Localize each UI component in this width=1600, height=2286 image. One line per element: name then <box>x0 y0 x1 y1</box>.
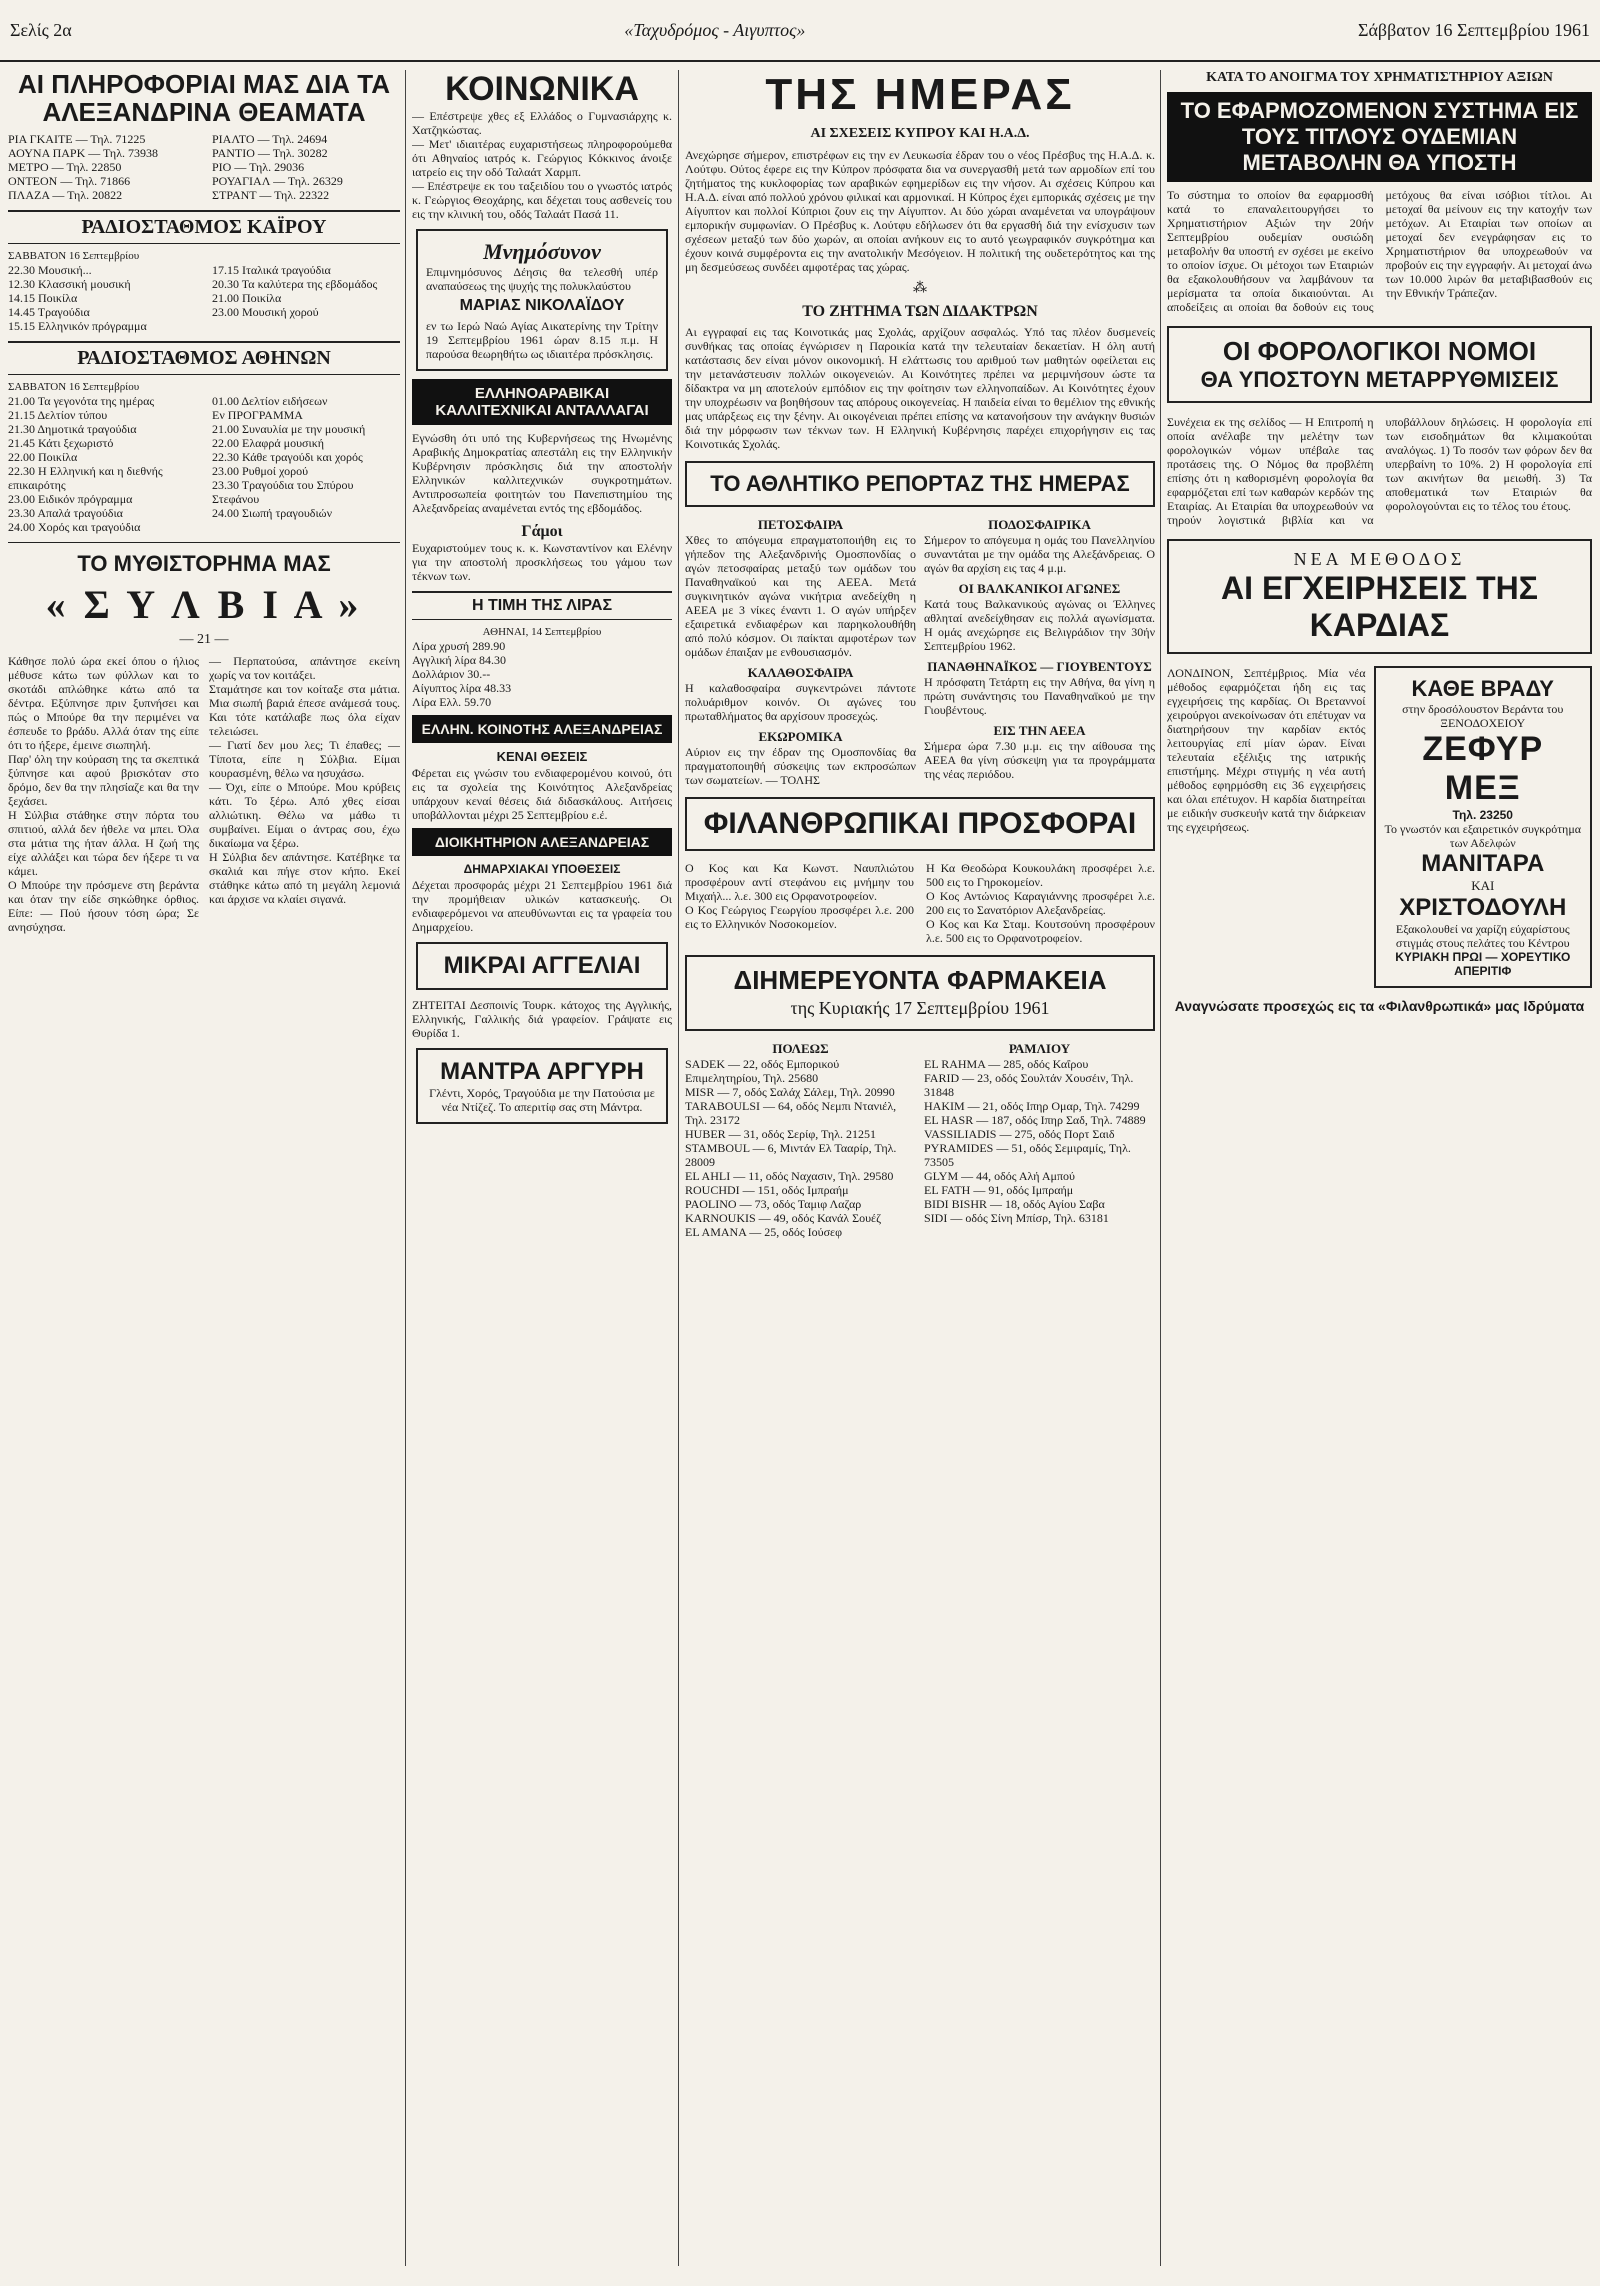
pharmacies-columns <box>685 1041 1155 1239</box>
balkan-heading: ΟΙ ΒΑΛΚΑΝΙΚΟΙ ΑΓΩΝΕΣ <box>958 581 1121 596</box>
novel-title: « Σ Υ Λ Β Ι Α » <box>45 582 363 627</box>
currency-rate: Λίρα Ελλ. 59.70 <box>412 695 492 709</box>
radio-athens-item: 23.00 Ειδικόν πρόγραμμα <box>8 492 133 506</box>
radio-athens-item: 21.30 Δημοτικά τραγούδια <box>8 422 137 436</box>
radio-athens-item: 23.30 Απαλά τραγούδια <box>8 506 123 520</box>
heart-text: ΛΟΝΔΙΝΟΝ, Σεπτέμβριος. Μία νέα μέθοδος εφαρμόζεται ήδη εις τας εγχειρήσεις της καρδίας. Οι Βρεταννοί χειρούργοι ανεκοίνωσαν ότι επέτυχαν να διατηρήσουν την καρδίαν εκτός λειτουργίας επί μίαν ώραν. Είναι τελευταία εξέλιξις της ιατρικής επιστήμης. Μέχρι στιγμής η νέα αυτή μέθοδος εφηρμόσθη εις 36 εγχειρήσεις και όλαι επέτυχον. Η καρδία διατηρείται με ειδικήν συσκευήν κατά την διάρκειαν της εγχειρήσεως. <box>1167 666 1366 834</box>
tax-text: Συνέχεια εκ της σελίδος — Η Επιτροπή η οποία ανέλαβε την μελέτην των φορολογικών νόμων υπέβαλε τας προτάσεις της. Ο Νόμος θα προβλέπη επίσης ότι η καθορισμένη φορολογία θα εφαρμόζεται επί των καθαρών κερδών της Εταιρίας. Αι Εταιρίαι θα υποχρεωθούν να τηρούν λογιστικά βιβλία και να υποβάλλουν δηλώσεις. Η φορολογία επί των εισοδημάτων θα κλιμακούται αναλόγως. 1) Το ποσόν των φόρων δεν θα υπερβαίνη το 10%. 2) Η φορολογία επί των ακινήτων θα μειωθή. 3) Τα αποθεματικά των Εταιριών θα φορολογούνται εις το τέλος του έτους. <box>1167 415 1592 527</box>
novel-paragraph: — Περπατούσα, απάντησε εκείνη χωρίς να τον κοιτάξει. <box>209 654 400 682</box>
theaters-list <box>8 132 400 202</box>
pharmacies-box <box>685 955 1155 1031</box>
radio-athens-item: 23.30 Τραγούδια του Σπύρου Στεφάνου <box>212 478 354 506</box>
masthead <box>0 0 1600 62</box>
football-text: Σήμερον το απόγευμα η ομάς του Πανελληνίου συναντάται με την ομάδα της Αλεξάνδρειας. Ο αγών θα αρχίση εις τας 4 μ.μ. <box>924 533 1155 575</box>
pharmacies-ramleh-list <box>924 1057 1155 1225</box>
pharmacies-heading: ΔΙΗΜΕΡΕΥΟΝΤΑ ΦΑΡΜΑΚΕΙΑ <box>733 965 1107 995</box>
theater-item: ΡΙΑ ΓΚΑΙΤΕ — Τηλ. 71225 <box>8 132 146 146</box>
sports-box <box>685 461 1155 507</box>
heart-heading: ΑΙ ΕΓΧΕΙΡΗΣΕΙΣ ΤΗΣ ΚΑΡΔΙΑΣ <box>1221 570 1538 643</box>
radio-cairo-item: 15.15 Ελληνικόν πρόγραμμα <box>8 319 147 333</box>
misc-text: Αύριον εις την έδραν της Ομοσπονδίας θα πραγματοποιηθή σύσκεψις των εκπροσώπων των σωματείων. — ΤΟΛΗΣ <box>685 745 916 787</box>
sports-columns <box>685 517 1155 787</box>
social-news <box>412 109 672 221</box>
radio-cairo-item: 17.15 Ιταλικά τραγούδια <box>212 263 331 277</box>
cultural-exchange-heading: ΕΛΛΗΝΟΑΡΑΒΙΚΑΙ ΚΑΛΛΙΤΕΧΝΙΚΑΙ ΑΝΤΑΛΛΑΓΑΙ <box>412 379 672 425</box>
novel-paragraph: — Γιατί δεν μου λες; Τι έπαθες; — Τίποτα, είπε η Σύλβια. Είμαι κουρασμένη, θέλω να ησυχάσω. <box>209 738 400 780</box>
balkan-text: Κατά τους Βαλκανικούς αγώνας οι Έλληνες αθληταί ανεδείχθησαν εις πολλά αγωνίσματα. Η ομάς ανεχώρησε εις Βελιγράδιον την 30ήν Σεπτεμβρίου 1962. <box>924 597 1155 653</box>
administration-subheading: ΔΗΜΑΡΧΙΑΚΑΙ ΥΠΟΘΕΣΕΙΣ <box>463 862 621 876</box>
heart-subheading: ΝΕΑ ΜΕΘΟΔΟΣ <box>1293 549 1466 569</box>
pharmacy-item: MISR — 7, οδός Σαλάχ Σάλεμ, Τηλ. 20990 <box>685 1085 895 1099</box>
pharmacy-item: TARABOULSI — 64, οδός Νεμπι Ντανιέλ, Τηλ. 23172 <box>685 1099 897 1127</box>
weddings-heading: Γάμοι <box>521 523 563 540</box>
ad-band2: ΧΡΙΣΤΟΔΟΥΛΗ <box>1399 894 1567 921</box>
newspaper-title: «Ταχυδρόμος - Αιγυπτος» <box>624 19 806 40</box>
currency-date: ΑΘΗΝΑΙ, 14 Σεπτεμβρίου <box>482 626 602 638</box>
mandra-ad <box>416 1048 668 1124</box>
ad-band1: ΜΑΝΙΤΑΡΑ <box>1421 850 1545 877</box>
radio-athens-item: 21.00 Τα γεγονότα της ημέρας <box>8 394 155 408</box>
pharmacy-item: STAMBOUL — 6, Μιντάν Ελ Τααρίρ, Τηλ. 28009 <box>685 1141 897 1169</box>
aeea-text: Σήμερα ώρα 7.30 μ.μ. εις την αίθουσα της ΑΕΕΑ θα γίνη σύσκεψη για τα προγράμματα της νέας περιόδου. <box>924 739 1155 781</box>
tax-subheading: ΘΑ ΥΠΟΣΤΟΥΝ ΜΕΤΑΡΡΥΘΜΙΣΕΙΣ <box>1200 367 1559 392</box>
radio-athens-item: 21.00 Συναυλία με την μουσική <box>212 422 366 436</box>
radio-cairo-list <box>8 263 400 333</box>
radio-athens-item: 22.00 Ελαφρά μουσική <box>212 436 325 450</box>
novel-paragraph: Παρ' όλη την κούραση της τα σκεπτικά ξύπνησε και αφού βρισκόταν στο δρόμο, δεν θα την πλησίαζε και θα την ξεχάσει. <box>8 752 199 808</box>
novel-paragraph: — Όχι, είπε ο Μπούρε. Μου κρύβεις κάτι. Το ξέρω. Από χθες είσαι αλλιώτικη. Θέλω να μάθω τι συμβαίνει. Είμαι ο άντρας σου, έχω δικαίωμα να ξέρω. <box>209 780 400 850</box>
cultural-exchange-text: Εγνώσθη ότι υπό της Κυβερνήσεως της Ηνωμένης Αραβικής Δημοκρατίας απεστάλη εις την Ελληνικήν Κυβέρνησιν πρόσκλησις διά την αποστολήν Ελληνικών καλλιτεχνικών συγκροτημάτων. Αντιπροσωπεία φοιτητών του Πανεπιστημίου της Αλεξανδρείας αναμένεται εντός της εβδομάδος. <box>412 431 672 515</box>
misc-heading: ΕΚΩΡΟΜΙΚΑ <box>758 729 843 744</box>
novel-heading: ΤΟ ΜΥΘΙΣΤΟΡΗΜΑ ΜΑΣ <box>77 551 331 576</box>
radio-cairo-item: 21.00 Ποικίλα <box>212 291 282 305</box>
social-heading: ΚΟΙΝΩΝΙΚΑ <box>445 70 639 108</box>
pharmacy-item: FARID — 23, οδός Σουλτάν Χουσέιν, Τηλ. 31848 <box>924 1071 1134 1099</box>
theater-item: ΠΛΑΖΑ — Τηλ. 20822 <box>8 188 123 202</box>
radio-cairo-item: 14.45 Τραγούδια <box>8 305 90 319</box>
radio-cairo-item: 12.30 Κλασσική μουσική <box>8 277 131 291</box>
radio-athens-date: ΣΑΒΒΑΤΟΝ 16 Σεπτεμβρίου <box>8 381 140 393</box>
theater-item: ΡΙΑΛΤΟ — Τηλ. 24694 <box>212 132 328 146</box>
ad-and: ΚΑΙ <box>1471 878 1495 893</box>
radio-athens-item: 23.00 Ρυθμοί χορού <box>212 464 309 478</box>
stock-preheading: ΚΑΤΑ ΤΟ ΑΝΟΙΓΜΑ ΤΟΥ ΧΡΗΜΑΤΙΣΤΗΡΙΟΥ ΑΞΙΩΝ <box>1206 70 1553 85</box>
basketball-heading: ΚΑΛΑΘΟΣΦΑΙΡΑ <box>747 665 854 680</box>
theater-item: ΟΝΤΕΟΝ — Τηλ. 71866 <box>8 174 131 188</box>
theater-item: ΜΕΤΡΟ — Τηλ. 22850 <box>8 160 122 174</box>
charity-item: Η Κα Θεοδώρα Κουκουλάκη προσφέρει λ.ε. 500 εις το Γηροκομείον. <box>926 861 1155 889</box>
radio-athens-item: 21.15 Δελτίον τύπου <box>8 408 108 422</box>
column-2 <box>412 70 672 2266</box>
aeea-heading: ΕΙΣ ΤΗΝ ΑΕΕΑ <box>993 723 1086 738</box>
novel-paragraph: Σταμάτησε και τον κοίταξε στα μάτια. Μια σιωπή βαριά έπεσε ανάμεσά τους. Και τότε κατάλαβε πως όλα είχαν τελειώσει. <box>209 682 400 738</box>
charity-item: Ο Κος και Κα Σταμ. Κουτσούνη προσφέρουν λ.ε. 500 εις το Ορφανοτροφείον. <box>926 917 1155 945</box>
mandra-text: Γλέντι, Χορός, Τραγούδια με την Πατούσια με νέα Ντίζεζ. Το απεριτίφ σας στη Μάντρα. <box>429 1086 655 1114</box>
pharmacy-item: EL RAHMA — 285, οδός Καΐρου <box>924 1057 1089 1071</box>
ad-name: ΖΕΦΥΡ ΜΕΞ <box>1422 730 1544 807</box>
pharmacies-date: της Κυριακής 17 Σεπτεμβρίου 1961 <box>790 998 1050 1018</box>
pharmacy-item: EL FATH — 91, οδός Ιμπραήμ <box>924 1183 1074 1197</box>
memorial-name: ΜΑΡΙΑΣ ΝΙΚΟΛΑΪΔΟΥ <box>459 297 625 314</box>
community-subheading: ΚΕΝΑΙ ΘΕΣΕΙΣ <box>496 749 588 764</box>
charity-item: Ο Κος Αντώνιος Καραγιάννης προσφέρει λ.ε. 200 εις το Σανατόριον Αλεξανδρείας. <box>926 889 1155 917</box>
pharmacy-item: HAKIM — 21, οδός Ιπηρ Ομαρ, Τηλ. 74299 <box>924 1099 1140 1113</box>
tuition-text: Αι εγγραφαί εις τας Κοινοτικάς μας Σχολάς, αρχίζουν ασφαλώς. Υπό τας πλέον δυσμενείς συνθήκας τας οποίας έγνώρισεν η Παροικία κατά την τελευταίαν δεκαετίαν. Η όλη αυτή κατάστασις δεν είναι μόνον οικονομική. Η ελάττωσις του αριθμού των μαθητών οφείλεται εις την μετανάστευσιν πολλών οικογενειών. Αι Κοινότητες πρέπει να μεριμνήσουν ώστε τα δίδακτρα να μη αποτελούν εμπόδιον εις την φοίτησιν των ελληνοπαίδων. Αι Κοινότητες έχουν την υποχρέωσιν να βοηθήσουν τας απόρους οικογενείας. Η παιδεία είναι το θεμέλιον της εθνικής μας υπάρξεως εις την ξένην. Αι οικογένειαι πρέπει επίσης να κατανοήσουν την ανάγκην θυσιών διά την μόρφωσιν των τέκνων των. Η Ελληνική Κυβέρνησις παρέχει επιχορήγησιν εις τας Κοινοτικάς Σχολάς. <box>685 325 1155 451</box>
currency-rate: Αίγυπτος λίρα 48.33 <box>412 681 512 695</box>
ad-bottom: ΚΥΡΙΑΚΗ ΠΡΩΙ — ΧΟΡΕΥΤΙΚΟ ΑΠΕΡΙΤΙΦ <box>1395 950 1571 978</box>
day-heading: ΤΗΣ ΗΜΕΡΑΣ <box>765 70 1075 119</box>
currency-heading: Η ΤΙΜΗ ΤΗΣ ΛΙΡΑΣ <box>412 591 672 620</box>
footer-note: Αναγνώσατε προσεχώς εις τα «Φιλανθρωπικά» μας Ιδρύματα <box>1174 998 1585 1014</box>
page-number: Σελίς 2α <box>10 19 72 40</box>
cyprus-subheading: ΑΙ ΣΧΕΣΕΙΣ ΚΥΠΡΟΥ ΚΑΙ Η.Α.Δ. <box>810 126 1030 141</box>
theater-item: ΑΟΥΝΑ ΠΑΡΚ — Τηλ. 73938 <box>8 146 159 160</box>
radio-athens-item: 01.00 Δελτίον ειδήσεων <box>212 394 328 408</box>
currency-rate: Δολλάριον 30.-- <box>412 667 491 681</box>
social-item: — Μετ' ιδιαιτέρας ευχαριστήσεως πληροφορούμεθα ότι Αθηναίος ιατρός κ. Γεώργιος Κόκκινος άνοιξε ιατρείο εις την οδό Ταλαάτ Χαρμπ. <box>412 137 672 179</box>
column-3: ΤΗΣ ΗΜΕΡΑΣ ΑΙ ΣΧΕΣΕΙΣ ΚΥΠΡΟΥ ΚΑΙ Η.Α.Δ. Ανεχώρησε σήμερον, επιστρέφων εις την εν Λευκωσία έδραν του ο νέος Πρέσβυς της Η.Α.Δ. κ. Λούτφυ. Ούτος έφερε εις την Κύπρον πρόσφατα δια να συνεργασθή μετά των αρμοδίων επί του ζητήματος της κυκλοφορίας των αραβικών εφημερίδων εις την νήσον. Αι σχέσεις Κύπρου και Η.Α.Δ. είναι από πολλού χρόνου φιλικαί και αρμονικαί. Η Κύπρος έχει εμπορικάς σχέσεις με την Αίγυπτον και πολλοί Κύπριοι ζουν εις την Αίγυπτον. Αι δύο χώραι αναμένεται να υπογράψουν εμπορικήν συμφωνίαν. Ο Πρέσβυς κ. Λούτφυ εδήλωσεν ότι θα εργασθή διά την ενίσχυσιν των σχέσεων μεταξύ των δύο χωρών, αι οποίαι ανήκουν εις το αυτό γεωγραφικόν συγκρότημα και έχουν κοινά συμφέροντα εις την ανατολικήν Μεσόγειον. Η πολιτική της ουδετερότητος και της μη δεσμεύσεως συνδέει αμφοτέρας τας χώρας. ⁂ ΤΟ ΖΗΤΗΜΑ ΤΩΝ ΔΙΔΑΚΤΡΩΝ Αι εγγραφαί εις τας Κοινοτικάς μας Σχολάς, αρχίζουν ασφαλώς. Υπό τας πλέον δυσμενείς συνθήκας τας οποίας έγνώρισεν η Παροικία κατά την τελευταίαν δεκαετίαν. Η όλη αυτή κατάστασις δεν είναι μόνον οικονομική. Η ελάττωσις του αριθμού των μαθητών οφείλεται εις την μετανάστευσιν πολλών οικογενειών. Αι Κοινότητες πρέπει να μεριμνήσουν ώστε τα δίδακτρα να μη αποτελούν εμπόδιον εις την φοίτησιν των ελληνοπαίδων. Αι Κοινότητες έχουν την υποχρέωσιν να βοηθήσουν τας απόρους οικογενείας. Η παιδεία είναι το θεμέλιον της εθνικής μας υπάρξεως εις την ξένην. Αι οικογένειαι πρέπει επίσης να κατανοήσουν την ανάγκην θυσιών διά την μόρφωσιν των τέκνων των. Η Ελληνική Κυβέρνησις παρέχει επιχορήγησιν εις τας Κοινοτικάς Σχολάς. ΤΟ ΑΘΛΗΤΙΚΟ ΡΕΠΟΡΤΑΖ ΤΗΣ ΗΜΕΡΑΣ ΠΕΤΟΣΦΑΙΡΑ Χθες το απόγευμα επραγματοποιήθη εις το γήπεδον της Αλεξανδρινής Ομοσπονδίας ο αγών πετοσφαίρας μεταξύ των ομάδων του Παναθηναϊκού και της ΑΕΕΑ. Μετά συγκινητικόν αγώνα νικήτρια ανεδείχθη η ΑΕΕΑ με 3 νίκες έναντι 1. Ο αγών υπήρξεν εξαιρετικά ενδιαφέρων και παρηκολουθήθη από πολύ κόσμον. Οι παίκται αμφοτέρων των ομάδων έπαιξαν με ενθουσιασμόν. ΚΑΛΑΘΟΣΦΑΙΡΑ Η καλαθοσφαίρα συγκεντρώνει πάντοτε πολυάριθμον κοινόν. Οι αγώνες του πρωταθλήματος θα αρχίσουν προσεχώς. ΕΚΩΡΟΜΙΚΑ Αύριον εις την έδραν της Ομοσπονδίας θα πραγματοποιηθή σύσκεψις των εκπροσώπων των σωματείων. — ΤΟΛΗΣ ΠΟΔΟΣΦΑΙΡΙΚΑ Σήμερον το απόγευμα η ομάς του Πανελληνίου συναντάται με την ομάδα της Αλεξάνδρειας. Ο αγών θα αρχίση εις τας 4 μ.μ. ΟΙ ΒΑΛΚΑΝΙΚΟΙ ΑΓΩΝΕΣ Κατά τους Βαλκανικούς αγώνας οι Έλληνες αθληταί ανεδείχθησαν εις πολλά αγωνίσματα. Η ομάς ανεχώρησε εις Βελιγράδιον την 30ήν Σεπτεμβρίου 1962. ΠΑΝΑΘΗΝΑΪΚΟΣ — ΓΙΟΥΒΕΝΤΟΥΣ Η πρόσφατη Τετάρτη εις την Αθήνα, θα γίνη η πρώτη συνάντησις του Παναθηναϊκού με την Γιουβέντους. ΕΙΣ ΤΗΝ ΑΕΕΑ Σήμερα ώρα 7.30 μ.μ. εις την αίθουσα της ΑΕΕΑ θα γίνη σύσκεψη για τα προγράμματα της νέας περιόδου. ΦΙΛΑΝΘΡΩΠΙΚΑΙ ΠΡΟΣΦΟΡΑΙ Ο Κος και Κα Κωνστ. Ναυπλιώτου προσφέρουν αντί στεφάνου εις μνήμην του Μιχαήλ... λ.ε. 300 εις Ορφανοτροφείον. Ο Κος Γεώργιος Γεωργίου προσφέρει λ.ε. 200 εις το Ελληνικόν Νοσοκομείον. Η Κα Θεοδώρα Κουκουλάκη προσφέρει λ.ε. 500 εις το Γηροκομείον. Ο Κος Αντώνιος Καραγιάννης προσφέρει λ.ε. 200 εις το Σανατόριον Αλεξανδρείας. Ο Κος και Κα Σταμ. Κουτσούνη προσφέρουν λ.ε. 500 εις το Ορφανοτροφείον. ΔΙΗΜΕΡΕΥΟΝΤΑ ΦΑΡΜΑΚΕΙΑ της Κυριακής 17 Σεπτεμβρίου 1961 ΠΟΛΕΩΣ SADEK — 22, οδός Εμπορικού Επιμελητηρίου, Τηλ. 25680 MISR — 7, οδός Σαλάχ Σάλεμ, Τηλ. 20990 TARABOULSI — 64, οδός Νεμπι Ντανιέλ, Τηλ. 23172 HUBER — 31, οδός Σερίφ, Τηλ. 21251 STAMBOUL — 6, Μιντάν Ελ Τααρίρ, Τηλ. 28009 EL AHLI — 11, οδός Ναχασιν, Τηλ. 29580 ROUCHDI — 151, οδός Ιμπραήμ PAOLINO — 73, οδός Ταμιφ Λαζαρ KARNOUKIS — 49, οδός Κανάλ Σουέζ EL AMANA — 25, οδός Ιούσεφ ΡΑΜΛΙΟΥ EL RAHMA — 285, οδός Καΐρου FARID — 23, οδός Σουλτάν Χουσέιν, Τηλ. 31848 HAKIM — 21, οδός Ιπηρ Ομαρ, Τηλ. 74299 EL HASR — 187, οδός Ιπηρ Σαδ, Τηλ. 74889 VASSILIADIS — 275, οδός Πορτ Σαιδ PYRAMIDES — 51, οδός Σεμιραμίς, Τηλ. 73505 GLYM — 44, οδός Αλή Αμπού EL FATH — 91, οδός Ιμπραήμ BIDI BISHR — 18, οδός Αγίου Σαβα SIDI — οδός Σίνη Μπίσρ, Τηλ. 63181 <box>685 70 1155 1239</box>
theater-item: ΡΟΥΑΓΙΑΛ — Τηλ. 26329 <box>212 174 343 188</box>
charity-item: Ο Κος και Κα Κωνστ. Ναυπλιώτου προσφέρουν αντί στεφάνου εις μνήμην του Μιχαήλ... λ.ε. 300 εις Ορφανοτροφείον. <box>685 861 914 903</box>
memorial-box <box>416 229 668 371</box>
stock-text: Το σύστημα το οποίον θα εφαρμοσθή κατά το επαναλειτουργήσει το Χρηματιστήριον Αξιών την 20ήν Σεπτεμβρίου ουδεμίαν ουσιώδη μεταβολήν θα υποστή εν σχέσει με εκείνο το οποίον ίσχυε. Οι μέτοχοι των Εταιριών θα εξακολουθήσουν να λαμβάνουν τα μερίσματα τα οποία δικαιούνται. Αι αποδείξεις αι οποίαι θα δοθούν εις τους μετόχους θα είναι ισόβιοι τίτλοι. Αι μετοχαί θα μείνουν εις την κατοχήν των μετόχων. Αι Εταιρίαι των οποίων αι μετοχαί δεν ενεγράφησαν εις το Χρηματιστήριον θα υποχρεωθούν να προβούν εις την εγγραφήν. Αι μετοχαί άνω των 10.000 λιρών θα μεταβιβασθούν εις την Εθνικήν Τράπεζαν. <box>1167 188 1592 314</box>
pharmacy-item: SIDI — οδός Σίνη Μπίσρ, Τηλ. 63181 <box>924 1211 1109 1225</box>
tax-box <box>1167 326 1592 403</box>
pharmacy-item: KARNOUKIS — 49, οδός Κανάλ Σουέζ <box>685 1211 882 1225</box>
ad-line2: Το γνωστόν και εξαιρετικόν συγκρότημα των Αδελφών <box>1384 822 1582 850</box>
novel-paragraph: Κάθησε πολύ ώρα εκεί όπου ο ήλιος μέθυσε κάτω των φύλλων και το σκοτάδι απλώθηκε κάτω από τα δέντρα. Εξύπνησε πριν ξυπνήσει και πώς ο Μπούρε θα την περιμένει να έσπευδε το βράδυ. Αλλά όταν της είπε ότι το ήξερε, έμεινε σιωπηλή. <box>8 654 199 752</box>
radio-athens-item: 22.30 Κάθε τραγούδι και χορός <box>212 450 363 464</box>
ad-line3: Εξακολουθεί να χαρίζη εύχαρίστους στιγμάς στους πελάτες του Κέντρου <box>1395 922 1570 950</box>
social-item: — Επέστρεψε χθες εξ Ελλάδος ο Γυμνασιάρχης κ. Χατζηκώστας. <box>412 109 672 137</box>
pao-juve-text: Η πρόσφατη Τετάρτη εις την Αθήνα, θα γίνη η πρώτη συνάντησις του Παναθηναϊκού με την Γιουβέντους. <box>924 675 1155 717</box>
stock-heading: ΤΟ ΕΦΑΡΜΟΖΟΜΕΝΟΝ ΣΥΣΤΗΜΑ ΕΙΣ ΤΟΥΣ ΤΙΤΛΟΥΣ ΟΥΔΕΜΙΑΝ ΜΕΤΑΒΟΛΗΝ ΘΑ ΥΠΟΣΤΗ <box>1167 92 1592 182</box>
charity-list <box>685 861 1155 945</box>
volleyball-text: Χθες το απόγευμα επραγματοποιήθη εις το γήπεδον της Αλεξανδρινής Ομοσπονδίας ο αγών πετοσφαίρας μεταξύ των ομάδων του Παναθηναϊκού και της ΑΕΕΑ. Μετά συγκινητικόν αγώνα νικήτρια ανεδείχθη η ΑΕΕΑ με 3 νίκες έναντι 1. Ο αγών υπήρξεν εξαιρετικά ενδιαφέρων και παρηκολουθήθη από πολύ κόσμον. Οι παίκται αμφοτέρων των ομάδων έπαιξαν με ενθουσιασμόν. <box>685 533 916 659</box>
novel-text <box>8 654 400 934</box>
radio-athens-item: 21.45 Κάτι ξεχωριστό <box>8 436 114 450</box>
memorial-heading: Μνημόσυνον <box>483 239 601 264</box>
weddings-text: Ευχαριστούμεν τους κ. κ. Κωνσταντίνον και Ελένην για την αποστολή προσκλήσεως του γάμου των τέκνων των. <box>412 541 672 583</box>
currency-rates <box>412 639 672 709</box>
administration-text: Δέχεται προσφοράς μέχρι 21 Σεπτεμβρίου 1961 διά την προμήθειαν υλικών κατασκευής. Οι ενδιαφερόμενοι να απευθύνωνται εις τα γραφεία του Δημαρχείου. <box>412 878 672 934</box>
radio-athens-item: Εν ΠΡΟΓΡΑΜΜΑ <box>212 408 303 422</box>
mandra-heading: ΜΑΝΤΡΑ ΑΡΓΥΡΗ <box>440 1058 644 1085</box>
pharmacy-item: GLYM — 44, οδός Αλή Αμπού <box>924 1169 1075 1183</box>
classifieds-heading: ΜΙΚΡΑΙ ΑΓΓΕΛΙΑΙ <box>443 952 641 979</box>
pharmacy-item: EL AMANA — 25, οδός Ιούσεφ <box>685 1225 843 1239</box>
pharmacy-item: PYRAMIDES — 51, οδός Σεμιραμίς, Τηλ. 73505 <box>924 1141 1131 1169</box>
heart-and-ad <box>1167 666 1592 988</box>
pharmacy-item: BIDI BISHR — 18, οδός Αγίου Σαβα <box>924 1197 1105 1211</box>
currency-rate: Λίρα χρυσή 289.90 <box>412 639 506 653</box>
ad-top: ΚΑΘΕ ΒΡΑΔΥ <box>1411 676 1554 701</box>
radio-cairo-item: 23.00 Μουσική χορού <box>212 305 319 319</box>
radio-cairo-date: ΣΑΒΒΑΤΟΝ 16 Σεπτεμβρίου <box>8 250 140 262</box>
pao-juve-heading: ΠΑΝΑΘΗΝΑΪΚΟΣ — ΓΙΟΥΒΕΝΤΟΥΣ <box>927 659 1152 674</box>
community-heading: ΕΛΛΗΝ. ΚΟΙΝΟΤΗΣ ΑΛΕΞΑΝΔΡΕΙΑΣ <box>412 715 672 743</box>
ad-phone: Τηλ. 23250 <box>1452 808 1513 822</box>
radio-cairo-item: 14.15 Ποικίλα <box>8 291 78 305</box>
radio-cairo-item: 22.30 Μουσική... <box>8 263 92 277</box>
pharmacy-item: HUBER — 31, οδός Σερίφ, Τηλ. 21251 <box>685 1127 877 1141</box>
pharmacy-item: ROUCHDI — 151, οδός Ιμπραήμ <box>685 1183 849 1197</box>
ad-line1: στην δροσόλουστον Βεράντα του ΞΕΝΟΔΟΧΕΙΟΥ <box>1402 702 1564 730</box>
classifieds-text: ΖΗΤΕΙΤΑΙ Δεσποινίς Τουρκ. κάτοχος της Αγγλικής, Ελληνικής, Γαλλικής διά γραφείον. Γράψατε εις Θυρίδα 1. <box>412 998 672 1040</box>
theaters-heading: ΑΙ ΠΛΗΡΟΦΟΡΙΑΙ ΜΑΣ ΔΙΑ ΤΑ ΑΛΕΞΑΝΔΡΙΝΑ ΘΕΑΜΑΤΑ <box>18 70 390 127</box>
football-heading: ΠΟΔΟΣΦΑΙΡΙΚΑ <box>988 517 1091 532</box>
heart-box <box>1167 539 1592 654</box>
volleyball-heading: ΠΕΤΟΣΦΑΙΡΑ <box>757 517 844 532</box>
administration-heading: ΔΙΟΙΚΗΤΗΡΙΟΝ ΑΛΕΞΑΝΔΡΕΙΑΣ <box>412 828 672 856</box>
radio-athens-item: 24.00 Σιωπή τραγουδιών <box>212 506 332 520</box>
theater-item: ΡΑΝΤΙΟ — Τηλ. 30282 <box>212 146 328 160</box>
issue-date: Σάββατον 16 Σεπτεμβρίου 1961 <box>1358 19 1590 40</box>
pharmacy-item: EL HASR — 187, οδός Ιπηρ Σαδ, Τηλ. 74889 <box>924 1113 1146 1127</box>
pharmacy-item: EL AHLI — 11, οδός Ναχασιν, Τηλ. 29580 <box>685 1169 894 1183</box>
sports-heading: ΤΟ ΑΘΛΗΤΙΚΟ ΡΕΠΟΡΤΑΖ ΤΗΣ ΗΜΕΡΑΣ <box>710 471 1130 496</box>
novel-chapter: — 21 — <box>179 632 229 647</box>
charity-heading: ΦΙΛΑΝΘΡΩΠΙΚΑΙ ΠΡΟΣΦΟΡΑΙ <box>703 807 1137 840</box>
memorial-text: Επιμνημόσυνος Δέησις θα τελεσθή υπέρ αναπαύσεως της ψυχής της πολυκλαύστου <box>426 265 658 293</box>
novel-paragraph: Η Σύλβια στάθηκε στην πόρτα του σπιτιού, αλλά δεν ήθελε να μπει. Όλα στα μάτια της ήταν άλλα. Η ζωή της είχε αλλάξει και τώρα δεν ήξερε τι να κάμει. <box>8 808 199 878</box>
radio-cairo-heading: ΡΑΔΙΟΣΤΑΘΜΟΣ ΚΑΪΡΟΥ <box>8 210 400 244</box>
charity-box <box>685 797 1155 851</box>
pharmacies-city-heading: ΠΟΛΕΩΣ <box>772 1041 829 1056</box>
charity-item: Ο Κος Γεώργιος Γεωργίου προσφέρει λ.ε. 200 εις το Ελληνικόν Νοσοκομείον. <box>685 903 914 931</box>
currency-rate: Αγγλική λίρα 84.30 <box>412 653 506 667</box>
radio-athens-list <box>8 394 400 534</box>
memorial-details: εν τω Ιερώ Ναώ Αγίας Αικατερίνης την Τρίτην 19 Σεπτεμβρίου 1961 ώραν 8.15 π.μ. Η παρούσα θεωρηθήτω ως ιδιαιτέρα πρόσκλησις. <box>426 319 658 361</box>
pharmacies-city-list <box>685 1057 916 1239</box>
column-1 <box>8 70 400 2266</box>
theater-item: ΡΙΟ — Τηλ. 29036 <box>212 160 305 174</box>
community-text: Φέρεται εις γνώσιν του ενδιαφερομένου κοινού, ότι εις τα σχολεία της Κοινότητος Αλεξανδρείας υπάρχουν κεναί θέσεις διά διδασκάλους. Αιτήσεις υποβάλλονται μέχρι 25 Σεπτεμβρίου ε.έ. <box>412 766 672 822</box>
pharmacy-item: SADEK — 22, οδός Εμπορικού Επιμελητηρίου, Τηλ. 25680 <box>685 1057 840 1085</box>
pharmacies-ramleh-heading: ΡΑΜΛΙΟΥ <box>1008 1041 1071 1056</box>
pharmacy-item: VASSILIADIS — 275, οδός Πορτ Σαιδ <box>924 1127 1115 1141</box>
basketball-text: Η καλαθοσφαίρα συγκεντρώνει πάντοτε πολυάριθμον κοινόν. Οι αγώνες του πρωταθλήματος θα αρχίσουν προσεχώς. <box>685 681 916 723</box>
radio-athens-item: 22.00 Ποικίλα <box>8 450 78 464</box>
social-item: — Επέστρεψε εκ του ταξειδίου του ο γνωστός ιατρός κ. Γεώργιος Θεοχάρης, και δέχεται τους ασθενείς του εις την κλινική του, οδός Ταλαάτ Πασά 11. <box>412 179 672 221</box>
radio-athens-item: 24.00 Χορός και τραγούδια <box>8 520 141 534</box>
radio-athens-item: 22.30 Η Ελληνική και η διεθνής επικαιρότης <box>8 464 163 492</box>
cyprus-text: Ανεχώρησε σήμερον, επιστρέφων εις την εν Λευκωσία έδραν του ο νέος Πρέσβυς της Η.Α.Δ. κ. Λούτφυ. Ούτος έφερε εις την Κύπρον πρόσφατα δια να συνεργασθή μετά των αρμοδίων επί του ζητήματος της κυκλοφορίας των αραβικών εφημερίδων εις την νήσον. Αι σχέσεις Κύπρου και Η.Α.Δ. είναι από πολλού χρόνου φιλικαί και αρμονικαί. Η Κύπρος έχει εμπορικάς σχέσεις με την Αίγυπτον και πολλοί Κύπριοι ζουν εις την Αίγυπτον. Αι δύο χώραι αναμένεται να υπογράψουν εμπορικήν συμφωνίαν. Ο Πρέσβυς κ. Λούτφυ εδήλωσεν ότι θα εργασθή διά την ενίσχυσιν των σχέσεων μεταξύ των δύο χωρών, αι οποίαι ανήκουν εις το αυτό γεωγραφικόν συγκρότημα και έχουν κοινά συμφέροντα εις την ανατολικήν Μεσόγειον. Η πολιτική της ουδετερότητος και της μη δεσμεύσεως συνδέει αμφοτέρας τας χώρας. <box>685 148 1155 274</box>
classifieds-box <box>416 942 668 990</box>
tuition-subheading: ΤΟ ΖΗΤΗΜΑ ΤΩΝ ΔΙΔΑΚΤΡΩΝ <box>802 303 1038 320</box>
zefyr-ad <box>1374 666 1593 988</box>
column-4 <box>1167 70 1592 2266</box>
novel-paragraph: Η Σύλβια δεν απάντησε. Κατέβηκε τα σκαλιά και πήγε στον κήπο. Εκεί στάθηκε κάτω από τη μεγάλη λεμονιά και άρχισε να κλαίει σιγανά. <box>209 850 400 906</box>
radio-athens-heading: ΡΑΔΙΟΣΤΑΘΜΟΣ ΑΘΗΝΩΝ <box>8 341 400 375</box>
pharmacy-item: PAOLINO — 73, οδός Ταμιφ Λαζαρ <box>685 1197 862 1211</box>
tax-heading: ΟΙ ΦΟΡΟΛΟΓΙΚΟΙ ΝΟΜΟΙ <box>1222 336 1537 366</box>
novel-paragraph: Ο Μπούρε την πρόσμενε στη βεράντα και όταν την είδε σηκώθηκε όρθιος. Είπε: — Πού ήσουν τόση ώρα; Σε ανησύχησα. <box>8 878 199 934</box>
radio-cairo-item: 20.30 Τα καλύτερα της εβδομάδος <box>212 277 378 291</box>
theater-item: ΣΤΡΑΝΤ — Τηλ. 22322 <box>212 188 330 202</box>
